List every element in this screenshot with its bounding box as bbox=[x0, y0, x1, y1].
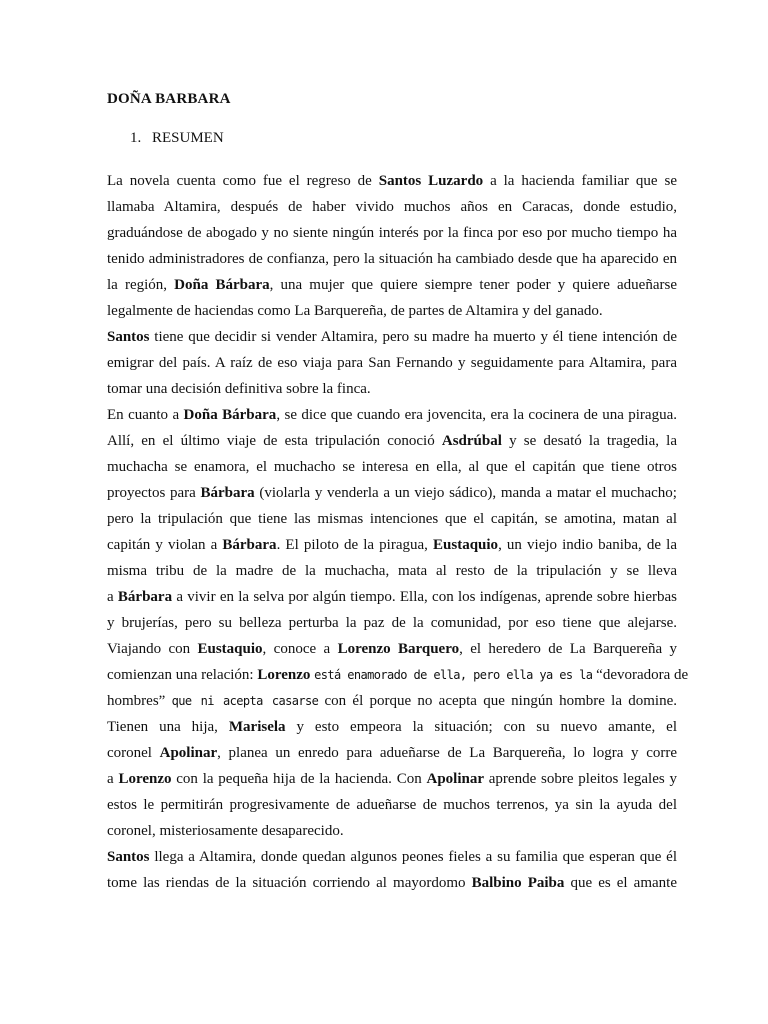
body-text-run: llamaba Altamira, después de haber vivido muchos años en Caracas, donde estudio, bbox=[107, 199, 677, 215]
section-heading bbox=[130, 130, 224, 147]
body-line bbox=[107, 506, 677, 532]
body-line bbox=[107, 246, 677, 272]
body-line bbox=[107, 792, 677, 818]
summary-body bbox=[107, 168, 689, 896]
body-text-run: Allí, en el último viaje de esta tripulación conoció bbox=[107, 433, 442, 449]
body-text-run: tenido administradores de confianza, pero la situación ha cambiado desde que ha aparecido en bbox=[107, 251, 677, 267]
bold-name: Lorenzo bbox=[118, 771, 172, 787]
body-text-run: (violarla y venderla a un viejo sádico), manda a matar el muchacho; bbox=[254, 485, 677, 501]
body-text-run: aprende sobre pleitos legales y bbox=[484, 771, 677, 787]
body-text-run: la región, bbox=[107, 277, 175, 293]
bold-name: Eustaquio bbox=[197, 641, 263, 657]
body-line bbox=[107, 714, 677, 740]
body-text-run: proyectos para bbox=[107, 485, 201, 501]
bold-name: Asdrúbal bbox=[441, 433, 502, 449]
body-line bbox=[107, 350, 677, 376]
handwritten-text: que ni acepta casarse bbox=[171, 694, 319, 708]
body-text-run: coronel bbox=[107, 745, 160, 761]
body-text-run: Viajando con bbox=[107, 641, 198, 657]
body-text-run: graduándose de abogado y no siente ningún interés por la finca por eso por mucho tiempo ha bbox=[107, 225, 677, 241]
body-line bbox=[107, 636, 677, 662]
bold-name: Balbino Paiba bbox=[471, 875, 565, 891]
body-text-run: misma tribu de la madre de la muchacha, mata al resto de la tripulación y se lleva bbox=[107, 563, 677, 579]
body-text-run: “devoradora de bbox=[592, 667, 689, 683]
body-text-run: , una mujer que quiere siempre tener poder y quiere adueñarse bbox=[269, 277, 677, 293]
body-text-run: La novela cuenta como fue el regreso de bbox=[107, 173, 379, 189]
bold-name: Apolinar bbox=[159, 745, 218, 761]
handwritten-text: está enamorado de ella, pero ella ya es la bbox=[314, 668, 593, 682]
body-text-run: llega a Altamira, donde quedan algunos peones fieles a su familia que esperan que él bbox=[149, 849, 677, 865]
body-text-run: comienzan una relación: bbox=[107, 667, 258, 683]
body-line bbox=[107, 272, 677, 298]
body-text-run: a vivir en la selva por algún tiempo. Ella, con los indígenas, aprende sobre hierbas bbox=[172, 589, 677, 605]
body-line bbox=[107, 194, 677, 220]
body-text-run: muchacha se enamora, el muchacho se interesa en ella, al que el capitán que tiene otros bbox=[107, 459, 677, 475]
body-text-run: pero la tripulación que tiene las mismas intenciones que el capitán, se amotina, matan al bbox=[107, 511, 677, 527]
bold-name: Bárbara bbox=[117, 589, 173, 605]
body-text-run: capitán y violan a bbox=[107, 537, 223, 553]
bold-name: Santos bbox=[107, 329, 150, 345]
body-text-run: , el heredero de La Barquereña y bbox=[459, 641, 677, 657]
bold-name: Santos Luzardo bbox=[378, 173, 484, 189]
body-line bbox=[107, 610, 677, 636]
body-text-run: tiene que decidir si vender Altamira, pero su madre ha muerto y él tiene intención de bbox=[149, 329, 677, 345]
body-line bbox=[107, 662, 689, 688]
body-text-run: , planea un enredo para adueñarse de La Barquereña, lo logra y corre bbox=[217, 745, 677, 761]
body-text-run: tome las riendas de la situación corriendo al mayordomo bbox=[107, 875, 472, 891]
document-title: DOÑA BARBARA bbox=[107, 91, 231, 107]
body-line bbox=[107, 844, 677, 870]
body-text-run: coronel, misteriosamente desaparecido. bbox=[107, 823, 344, 839]
body-text-run: Tienen una hija, bbox=[107, 719, 229, 735]
body-line bbox=[107, 740, 677, 766]
body-text-run: , se dice que cuando era jovencita, era la cocinera de una piragua. bbox=[276, 407, 677, 423]
body-text-run: , un viejo indio baniba, de la bbox=[498, 537, 678, 553]
body-text-run: y brujerías, pero su belleza perturba la paz de la comunidad, por eso tiene que alejarse. bbox=[107, 615, 677, 631]
bold-name: Bárbara bbox=[200, 485, 255, 501]
body-line bbox=[107, 298, 677, 324]
body-text-run: que es el amante bbox=[564, 875, 677, 891]
section-heading-text: RESUMEN bbox=[152, 130, 224, 146]
body-text-run: con él porque no acepta que ningún hombre la domine. bbox=[318, 693, 677, 709]
body-line bbox=[107, 402, 677, 428]
body-text-run: a bbox=[107, 771, 119, 787]
bold-name: Doña Bárbara bbox=[183, 407, 277, 423]
body-line bbox=[107, 376, 677, 402]
bold-name: Doña Bárbara bbox=[174, 277, 270, 293]
body-text-run: con la pequeña hija de la hacienda. Con bbox=[171, 771, 427, 787]
body-text-run: legalmente de haciendas como La Barquereña, de partes de Altamira y del ganado. bbox=[107, 303, 603, 319]
body-line bbox=[107, 532, 677, 558]
body-text-run: y esto empeora la situación; con su nuevo amante, el bbox=[285, 719, 677, 735]
body-text-run: tomar una decisión definitiva sobre la finca. bbox=[107, 381, 371, 397]
bold-name: Bárbara bbox=[222, 537, 277, 553]
body-text-run: estos le permitirán progresivamente de adueñarse de muchos terrenos, ya sin la ayuda del bbox=[107, 797, 677, 813]
body-text-run: y se desató la tragedia, la bbox=[501, 433, 677, 449]
body-text-run: a la hacienda familiar que se bbox=[483, 173, 677, 189]
body-line bbox=[107, 766, 677, 792]
body-text-run: . El piloto de la piragua, bbox=[276, 537, 434, 553]
body-text-run: emigrar del país. A raíz de eso viaja para San Fernando y seguidamente para Altamira, para bbox=[107, 355, 677, 371]
body-text-run: , conoce a bbox=[262, 641, 338, 657]
body-line bbox=[107, 480, 677, 506]
body-text-run: hombres” bbox=[107, 693, 172, 709]
section-number: 1. bbox=[130, 130, 142, 146]
body-line bbox=[107, 558, 677, 584]
bold-name: Lorenzo Barquero bbox=[337, 641, 460, 657]
bold-name: Santos bbox=[107, 849, 150, 865]
bold-name: Lorenzo bbox=[257, 667, 311, 683]
body-line bbox=[107, 324, 677, 350]
bold-name: Eustaquio bbox=[433, 537, 499, 553]
body-text-run: En cuanto a bbox=[107, 407, 184, 423]
body-line bbox=[107, 688, 677, 714]
bold-name: Apolinar bbox=[426, 771, 484, 787]
body-line bbox=[107, 428, 677, 454]
body-line bbox=[107, 168, 677, 194]
body-line bbox=[107, 454, 677, 480]
body-text-run: a bbox=[107, 589, 118, 605]
body-line bbox=[107, 584, 677, 610]
bold-name: Marisela bbox=[228, 719, 286, 735]
body-line bbox=[107, 870, 677, 896]
body-line bbox=[107, 818, 677, 844]
body-line bbox=[107, 220, 677, 246]
